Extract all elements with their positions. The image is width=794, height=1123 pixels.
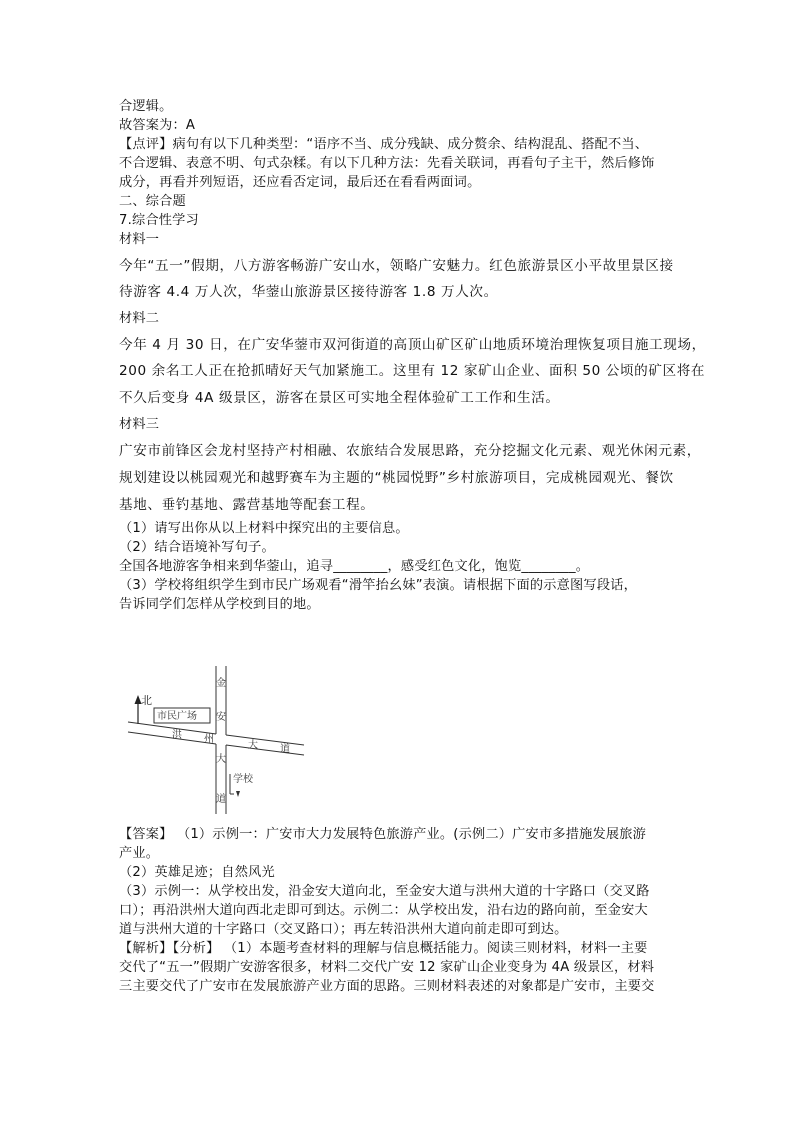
material-heading: 材料二	[119, 311, 160, 326]
text-line: 【点评】病句有以下几种类型：“语序不当、成分残缺、成分赘余、结构混乱、搭配不当、	[119, 137, 649, 152]
text-line: 广安市前锋区会龙村坚持产村相融、农旅结合发展思路，充分挖掘文化元素、观光休闲元素，	[119, 443, 701, 459]
text-line: 规划建设以桃园观光和越野赛车为主题的“桃园悦野”乡村旅游项目，完成桃园观光、餐饮	[119, 470, 674, 486]
text-line: 道与洪州大道的十字路口（交叉路口）；再左转沿洪州大道向前走即可到达。	[119, 922, 568, 937]
plaza-label: 市民广场	[157, 711, 197, 722]
school-marker	[230, 772, 254, 797]
road-char: 金	[216, 678, 226, 689]
road-char: 州	[204, 734, 214, 745]
answer-line: 【答案】 （1）示例一：广安市大力发展特色旅游产业。(示例二）广安市多措施发展旅游	[119, 827, 647, 842]
text-line: 待游客 4.4 万人次，华蓥山旅游景区接待游客 1.8 万人次。	[119, 284, 498, 300]
text-line: （2）英雄足迹；自然风光	[119, 865, 275, 880]
material-heading: 材料三	[119, 417, 160, 432]
road-char: 道	[280, 744, 290, 755]
north-label: 北	[141, 694, 152, 707]
text-line: 200 余名工人正在抢抓晴好天气加紧施工。这里有 12 家矿山企业、面积 50 公顷的矿区将在	[119, 363, 706, 379]
text-line: 不久后变身 4A 级景区，游客在景区可实地全程体验矿工工作和生活。	[119, 390, 560, 406]
text-line: 交代了“五一”假期广安游客很多，材料二交代广安 12 家矿山企业变身为 4A 级景区，材料	[119, 960, 655, 975]
text-line: 产业。	[119, 846, 160, 861]
sub-question: （1）请写出你从以上材料中探究出的主要信息。	[119, 521, 409, 536]
route-map	[126, 664, 312, 814]
road-char: 道	[216, 794, 226, 805]
text-line: 今年“五一”假期，八方游客畅游广安山水，领略广安魅力。红色旅游景区小平故里景区接	[119, 258, 674, 274]
road-char: 安	[216, 712, 226, 723]
road-char: 洪	[172, 730, 182, 741]
fill-blank-line: 全国各地游客争相来到华蓥山，追寻________，感受红色文化，饱览________。	[119, 559, 590, 574]
text-line: 告诉同学们怎样从学校到目的地。	[119, 597, 320, 612]
question-title: 7.综合性学习	[119, 213, 199, 228]
section-heading: 二、综合题	[119, 194, 186, 209]
text-line: 三主要交代了广安市在发展旅游产业方面的思路。三则材料表述的对象都是广安市，主要交	[119, 979, 655, 994]
text-line: 口）；再沿洪州大道向西北走即可到达。示例二：从学校出发，沿右边的路向前，至金安大	[119, 903, 648, 918]
text-line: 故答案为：A	[119, 118, 196, 133]
text-line: 成分，再看并列短语，还应看否定词，最后还在看看两面词。	[119, 175, 481, 190]
material-heading: 材料一	[119, 232, 160, 247]
road-char: 大	[216, 754, 226, 765]
plaza-destination	[154, 708, 210, 723]
text-line: 合逻辑。	[119, 99, 173, 114]
text-line: 今年 4 月 30 日，在广安华蓥市双河街道的高顶山矿区矿山地质环境治理恢复项目施工现场，	[119, 337, 706, 353]
north-arrow	[135, 694, 153, 724]
text-line: 基地、垂钓基地、露营基地等配套工程。	[119, 497, 375, 513]
text-line: （3）示例一：从学校出发，沿金安大道向北，至金安大道与洪州大道的十字路口（交叉路	[119, 884, 650, 899]
sub-question: （2）结合语境补写句子。	[119, 540, 275, 555]
school-label: 学校	[233, 774, 253, 785]
sub-question: （3）学校将组织学生到市民广场观看“滑竿抬幺妹”表演。请根据下面的示意图写段话，	[119, 578, 637, 593]
text-line: 不合逻辑、表意不明、句式杂糅。有以下几种方法：先看关联词，再看句子主干，然后修饰	[119, 156, 655, 171]
road-char: 大	[248, 740, 258, 751]
jinan-road	[216, 666, 226, 814]
analysis-line: 【解析】【分析】 （1）本题考查材料的理解与信息概括能力。阅读三则材料，材料一主要	[119, 941, 648, 956]
